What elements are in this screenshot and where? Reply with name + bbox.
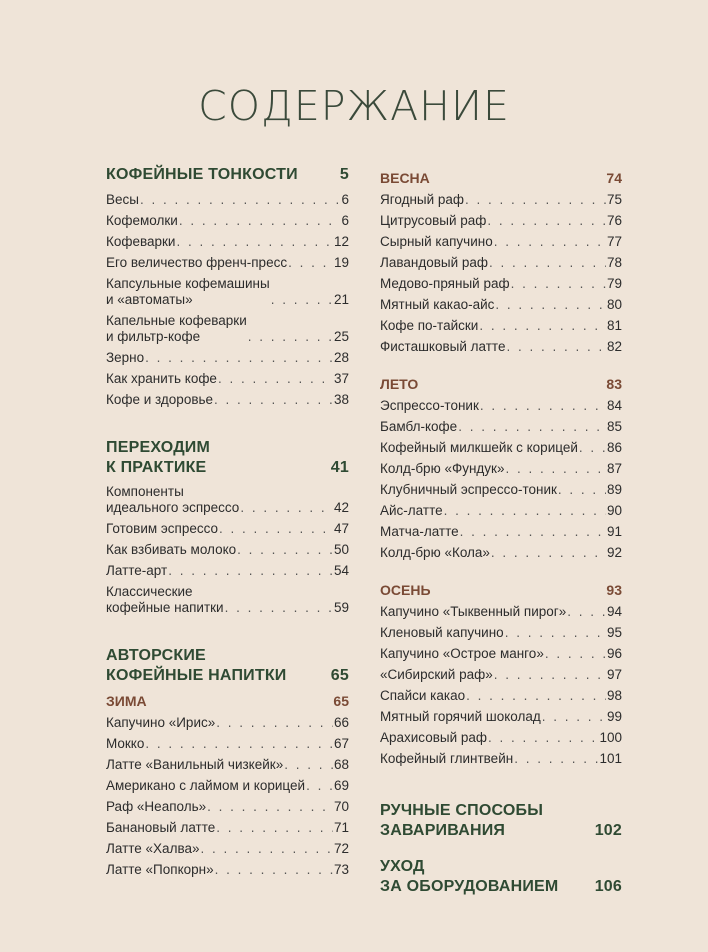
toc-entry[interactable] [380, 297, 622, 313]
toc-entry-label: Сырный капучино [380, 234, 493, 249]
dot-leader [237, 542, 333, 558]
toc-entry[interactable] [106, 276, 349, 308]
toc-entry[interactable] [106, 841, 349, 857]
dot-leader [494, 234, 606, 250]
toc-entry-page: 47 [333, 521, 349, 536]
toc-entry[interactable] [106, 563, 349, 579]
subsection-zima[interactable] [106, 692, 349, 710]
toc-entry[interactable] [106, 192, 349, 208]
dot-leader [545, 646, 606, 662]
dot-leader [514, 751, 598, 767]
toc-entry[interactable] [106, 757, 349, 773]
toc-entry[interactable] [106, 484, 349, 516]
toc-entry-page: 90 [606, 503, 622, 518]
subsection-osen-title: ОСЕНЬ [380, 582, 431, 598]
toc-entry-page: 73 [333, 862, 349, 877]
toc-entry-page: 101 [599, 751, 622, 766]
dot-leader [176, 234, 332, 250]
toc-entry-page: 59 [333, 600, 349, 615]
toc-entry[interactable] [106, 521, 349, 537]
toc-entry[interactable] [380, 604, 622, 620]
toc-entry[interactable] [380, 545, 622, 561]
toc-entry-label: Его величество френч-пресс [106, 255, 288, 270]
toc-entry[interactable] [106, 213, 349, 229]
toc-entry-label: Клубничный эспрессо-тоник [380, 482, 557, 497]
subsection-leto[interactable] [380, 375, 622, 393]
dot-leader [306, 778, 333, 794]
toc-entry-page: 99 [606, 709, 622, 724]
toc-entry-label: Зерно [106, 350, 145, 365]
toc-entry-label: Как хранить кофе [106, 371, 217, 386]
toc-entry-label: Цитрусовый раф [380, 213, 487, 228]
dot-leader [214, 392, 333, 408]
toc-entry[interactable] [106, 350, 349, 366]
subsection-osen-page: 93 [606, 582, 622, 598]
subsection-leto-title: ЛЕТО [380, 376, 419, 392]
toc-entry-page: 75 [606, 192, 622, 207]
toc-entry-label: Раф «Неаполь» [106, 799, 207, 814]
toc-entry-label: Спайси какао [380, 688, 466, 703]
toc-entry-page: 85 [606, 419, 622, 434]
toc-entry[interactable] [380, 730, 622, 746]
toc-left-column [106, 165, 349, 878]
toc-entry-page: 81 [606, 318, 622, 333]
toc-entry[interactable] [106, 584, 349, 616]
toc-entry-label: Капучино «Тыквенный пирог» [380, 604, 567, 619]
toc-entry-label: Кленовый капучино [380, 625, 504, 640]
toc-entry[interactable] [380, 234, 622, 250]
toc-entry-label: Колд-брю «Фундук» [380, 461, 505, 476]
toc-entry-page: 54 [333, 563, 349, 578]
toc-entry-label: Кофейный глинтвейн [380, 751, 514, 766]
dot-leader [558, 482, 606, 498]
section-ruchnye-sposoby[interactable] [380, 801, 622, 841]
toc-entry-page: 87 [606, 461, 622, 476]
dot-leader [480, 398, 606, 414]
toc-entry-page: 100 [599, 730, 622, 745]
toc-entry[interactable] [106, 820, 349, 836]
section-kofeinye-tonkosti-title: КОФЕЙНЫЕ ТОНКОСТИ [106, 166, 298, 183]
toc-entry-page: 84 [606, 398, 622, 413]
toc-entry-page: 89 [606, 482, 622, 497]
dot-leader [487, 213, 606, 229]
subsection-zima-page: 65 [333, 693, 349, 709]
toc-entry-label: Кофеварки [106, 234, 176, 249]
page-title: СОДЕРЖАНИЕ [198, 82, 510, 130]
toc-entry[interactable] [106, 234, 349, 250]
toc-entry[interactable] [106, 255, 349, 271]
toc-entry[interactable] [380, 625, 622, 641]
toc-entry[interactable] [380, 646, 622, 662]
toc-entry-label: Арахисовый раф [380, 730, 488, 745]
toc-entry-label: Латте «Ванильный чизкейк» [106, 757, 284, 772]
toc-entry-label: Матча-латте [380, 524, 459, 539]
toc-entry-label: Мятный горячий шоколад [380, 709, 541, 724]
toc-entry-label: Американо с лаймом и корицей [106, 778, 306, 793]
toc-entry-page: 72 [333, 841, 349, 856]
section-ruchnye-sposoby-title: РУЧНЫЕ СПОСОБЫ ЗАВАРИВАНИЯ [380, 802, 544, 839]
dot-leader [567, 604, 606, 620]
toc-entry[interactable] [380, 503, 622, 519]
dot-leader [168, 563, 333, 579]
toc-entry-label: Готовим эспрессо [106, 521, 219, 536]
toc-entry-page: 78 [606, 255, 622, 270]
toc-entry[interactable] [380, 461, 622, 477]
toc-entry[interactable] [106, 392, 349, 408]
toc-entry[interactable] [106, 313, 349, 345]
dot-leader [215, 862, 333, 878]
toc-entry[interactable] [380, 339, 622, 355]
toc-entry[interactable] [380, 213, 622, 229]
toc-entry-page: 97 [606, 667, 622, 682]
toc-entry[interactable] [380, 398, 622, 414]
section-kofeinye-tonkosti-page: 5 [339, 166, 349, 183]
toc-entry-label: Бамбл-кофе [380, 419, 458, 434]
section-perekhodim-page: 41 [330, 459, 349, 476]
toc-entry-page: 6 [341, 213, 349, 228]
section-avtorskie-title: АВТОРСКИЕ КОФЕЙНЫЕ НАПИТКИ [106, 647, 287, 684]
dot-leader [145, 350, 333, 366]
dot-leader [200, 841, 332, 857]
section-ruchnye-sposoby-page: 102 [594, 822, 622, 839]
dot-leader [505, 461, 606, 477]
dot-leader [225, 600, 333, 616]
toc-entry-label: Классические кофейные напитки [106, 584, 224, 615]
toc-entry-label: Эспрессо-тоник [380, 398, 479, 413]
dot-leader [495, 297, 606, 313]
toc-entry[interactable] [380, 751, 622, 767]
dot-leader [465, 192, 606, 208]
dot-leader [271, 292, 333, 308]
section-perekhodim-title: ПЕРЕХОДИМ К ПРАКТИКЕ [106, 439, 211, 476]
toc-entry[interactable] [380, 192, 622, 208]
toc-entry[interactable] [380, 318, 622, 334]
toc-entry-page: 12 [333, 234, 349, 249]
toc-entry-page: 82 [606, 339, 622, 354]
toc-entry-page: 91 [606, 524, 622, 539]
dot-leader [216, 820, 333, 836]
toc-entry-label: Колд-брю «Кола» [380, 545, 490, 560]
section-kofeinye-tonkosti[interactable] [106, 165, 349, 185]
dot-leader [145, 736, 333, 752]
toc-entry-label: Медово-пряный раф [380, 276, 510, 291]
section-perekhodim[interactable] [106, 438, 349, 478]
toc-entry-page: 66 [333, 715, 349, 730]
toc-entry-label: «Сибирский раф» [380, 667, 493, 682]
dot-leader [179, 213, 341, 229]
toc-entry-page: 21 [333, 292, 349, 307]
toc-entry-page: 68 [333, 757, 349, 772]
toc-entry[interactable] [106, 371, 349, 387]
toc-entry-page: 77 [606, 234, 622, 249]
section-ukhod-title: УХОД ЗА ОБОРУДОВАНИЕМ [380, 858, 559, 895]
toc-entry-label: Банановый латте [106, 820, 216, 835]
toc-entry-page: 80 [606, 297, 622, 312]
toc-entry-label: Мятный какао-айс [380, 297, 495, 312]
subsection-osen[interactable] [380, 581, 622, 599]
dot-leader [218, 371, 333, 387]
dot-leader [466, 688, 606, 704]
toc-right-column [380, 165, 622, 897]
toc-entry[interactable] [106, 715, 349, 731]
toc-entry-page: 69 [333, 778, 349, 793]
dot-leader [494, 667, 606, 683]
toc-entry-label: Латте «Попкорн» [106, 862, 214, 877]
dot-leader [216, 715, 333, 731]
toc-entry[interactable] [380, 688, 622, 704]
toc-entry-label: Как взбивать молоко [106, 542, 237, 557]
toc-entry-page: 50 [333, 542, 349, 557]
subsection-vesna[interactable] [380, 169, 622, 187]
toc-entry-page: 95 [606, 625, 622, 640]
toc-entry-label: Лавандовый раф [380, 255, 489, 270]
dot-leader [479, 318, 606, 334]
toc-entry[interactable] [380, 440, 622, 456]
toc-entry-label: Капельные кофеварки и фильтр-кофе [106, 313, 247, 344]
dot-leader [284, 757, 333, 773]
toc-entry-page: 98 [606, 688, 622, 703]
dot-leader [579, 440, 606, 456]
toc-entry[interactable] [106, 736, 349, 752]
toc-entry-label: Кофейный милкшейк с корицей [380, 440, 578, 455]
toc-entry-page: 79 [606, 276, 622, 291]
toc-entry-label: Латте-арт [106, 563, 168, 578]
toc-entry-label: Кофе по-тайски [380, 318, 479, 333]
toc-entry-label: Кофемолки [106, 213, 178, 228]
dot-leader [488, 730, 598, 746]
dot-leader [506, 339, 606, 355]
toc-entry-label: Мокко [106, 736, 145, 751]
toc-entry-page: 70 [333, 799, 349, 814]
section-ukhod-page: 106 [594, 878, 622, 895]
dot-leader [248, 329, 333, 345]
dot-leader [140, 192, 341, 208]
toc-entry[interactable] [106, 542, 349, 558]
section-ukhod[interactable] [380, 857, 622, 897]
dot-leader [542, 709, 606, 725]
toc-entry-page: 37 [333, 371, 349, 386]
toc-entry-page: 25 [333, 329, 349, 344]
dot-leader [207, 799, 333, 815]
toc-entry-page: 96 [606, 646, 622, 661]
toc-entry[interactable] [106, 799, 349, 815]
subsection-vesna-page: 74 [606, 170, 622, 186]
toc-entry-label: Ягодный раф [380, 192, 465, 207]
toc-entry[interactable] [380, 276, 622, 292]
toc-entry-page: 67 [333, 736, 349, 751]
dot-leader [288, 255, 333, 271]
dot-leader [458, 419, 606, 435]
dot-leader [460, 524, 606, 540]
toc-entry-label: Латте «Халва» [106, 841, 200, 856]
subsection-leto-page: 83 [606, 376, 622, 392]
toc-entry[interactable] [380, 524, 622, 540]
toc-entry-label: Фисташковый латте [380, 339, 506, 354]
dot-leader [219, 521, 333, 537]
toc-entry[interactable] [380, 419, 622, 435]
toc-entry-page: 76 [606, 213, 622, 228]
toc-entry-page: 6 [341, 192, 349, 207]
toc-entry-page: 92 [606, 545, 622, 560]
dot-leader [505, 625, 606, 641]
toc-entry[interactable] [380, 709, 622, 725]
toc-entry[interactable] [106, 862, 349, 878]
toc-entry-page: 28 [333, 350, 349, 365]
toc-entry-page: 86 [606, 440, 622, 455]
toc-entry-page: 42 [333, 500, 349, 515]
toc-entry-label: Компоненты идеального эспрессо [106, 484, 240, 515]
toc-entry-page: 19 [333, 255, 349, 270]
dot-leader [444, 503, 606, 519]
subsection-zima-title: ЗИМА [106, 693, 147, 709]
dot-leader [240, 500, 333, 516]
dot-leader [491, 545, 606, 561]
toc-entry-page: 71 [333, 820, 349, 835]
dot-leader [511, 276, 606, 292]
toc-entry-page: 94 [606, 604, 622, 619]
toc-entry-label: Кофе и здоровье [106, 392, 214, 407]
toc-entry-label: Айс-латте [380, 503, 443, 518]
toc-entry-page: 38 [333, 392, 349, 407]
section-avtorskie[interactable] [106, 646, 349, 686]
toc-entry-label: Капучино «Ирис» [106, 715, 216, 730]
toc-entry-label: Весы [106, 192, 139, 207]
toc-entry[interactable] [380, 255, 622, 271]
toc-entry-label: Капучино «Острое манго» [380, 646, 544, 661]
toc-entry[interactable] [106, 778, 349, 794]
subsection-vesna-title: ВЕСНА [380, 170, 430, 186]
toc-entry[interactable] [380, 482, 622, 498]
toc-entry-label: Капсульные кофемашины и «автоматы» [106, 276, 270, 307]
dot-leader [489, 255, 606, 271]
toc-entry[interactable] [380, 667, 622, 683]
section-avtorskie-page: 65 [330, 667, 349, 684]
